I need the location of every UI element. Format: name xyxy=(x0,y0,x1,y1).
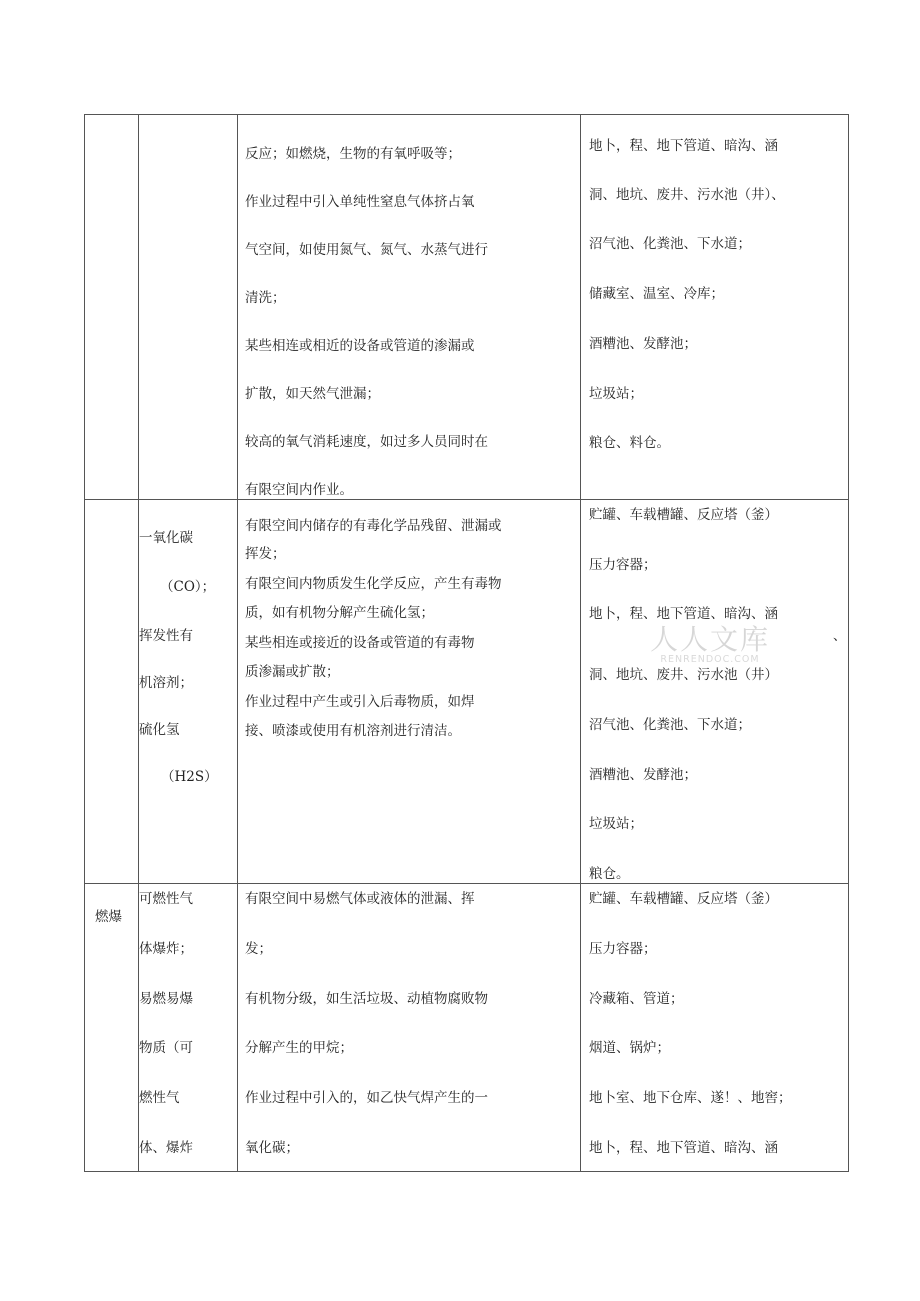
cell-line: 某些相连或相近的设备或管道的渗漏或 xyxy=(245,338,475,354)
cell-line: 贮罐、车载槽罐、反应塔（釜） xyxy=(589,507,778,523)
cell-line: 质，如有机物分解产生硫化氢； xyxy=(245,605,434,621)
cell-line: 硫化氢 xyxy=(139,722,180,738)
cell-line: 有机物分级，如生活垃圾、动植物腐败物 xyxy=(245,991,488,1007)
cell-line: 有限空间中易燃气体或液体的泄漏、挥 xyxy=(245,891,475,907)
cell-line: 某些相连或接近的设备或管道的有毒物 xyxy=(245,635,475,651)
category-label: 燃爆 xyxy=(95,909,122,925)
cell-line: 作业过程中引入的，如乙快气焊产生的一 xyxy=(245,1090,488,1106)
cell-line: 酒糟池、发酵池； xyxy=(589,767,697,783)
cell-line: 洞、地坑、废井、污水池（井） xyxy=(589,667,778,683)
cell-line: 物质（可 xyxy=(139,1040,193,1056)
cell-line: 氧化碳； xyxy=(245,1140,299,1156)
cell-line: 沼气池、化粪池、下水道； xyxy=(589,236,751,252)
cell-line: 体、爆炸 xyxy=(139,1140,193,1156)
cell-line: 冷藏箱、管道； xyxy=(589,991,684,1007)
watermark-logo xyxy=(645,618,775,665)
cell-line: 有限空间内储存的有毒化学品残留、泄漏或 xyxy=(245,518,502,534)
cell-line: 压力容器； xyxy=(589,941,657,957)
column-divider xyxy=(237,114,238,1172)
cell-line: 垃圾站； xyxy=(589,386,643,402)
stray-punctuation: 、 xyxy=(833,629,847,644)
cell-line: 机溶剂； xyxy=(139,675,193,691)
cell-line: （H2S） xyxy=(161,769,218,785)
cell-line: 易燃易爆 xyxy=(139,991,193,1007)
watermark-text: 人人文库 xyxy=(649,623,770,656)
cell-line: 酒糟池、发酵池； xyxy=(589,336,697,352)
column-divider xyxy=(580,114,581,1172)
cell-line: 发； xyxy=(245,941,272,957)
cell-line: 有限空间内物质发生化学反应，产生有毒物 xyxy=(245,576,502,592)
cell-line: 有限空间内作业。 xyxy=(245,482,353,498)
cell-line: 压力容器； xyxy=(589,557,657,573)
cell-line: 燃性气 xyxy=(139,1090,180,1106)
cell-line: 贮罐、车载槽罐、反应塔（釜） xyxy=(589,891,778,907)
cell-line: 地卜，程、地下管道、暗沟、涵 xyxy=(589,138,778,154)
cell-line: 扩散，如天然气泄漏； xyxy=(245,386,380,402)
watermark-url: RENRENDOC.COM xyxy=(660,654,760,665)
cell-line: 沼气池、化粪池、下水道； xyxy=(589,717,751,733)
cell-line: 洞、地坑、废井、污水池（井）、 xyxy=(589,187,785,203)
cell-line: 地卜，程、地下管道、暗沟、涵 xyxy=(589,606,778,622)
cell-line: 储藏室、温室、冷库； xyxy=(589,286,724,302)
cell-line: 可燃性气 xyxy=(139,891,193,907)
cell-line: 粮仓、料仓。 xyxy=(589,435,670,451)
cell-line: 清洗； xyxy=(245,290,286,306)
cell-line: 分解产生的甲烷； xyxy=(245,1040,353,1056)
cell-line: 挥发性有 xyxy=(139,628,193,644)
cell-line: 气空间，如使用氮气、氮气、水蒸气进行 xyxy=(245,242,488,258)
cell-line: 作业过程中产生或引入后毒物质，如焊 xyxy=(245,694,475,710)
cell-line: 垃圾站； xyxy=(589,816,643,832)
cell-line: 地卜室、地下仓库、遂！、地窖； xyxy=(589,1090,792,1106)
cell-line: 体爆炸； xyxy=(139,941,193,957)
cell-line: 地卜，程、地下管道、暗沟、涵 xyxy=(589,1140,778,1156)
cell-line: （CO）； xyxy=(160,579,216,595)
row-divider xyxy=(84,499,849,500)
cell-line: 挥发； xyxy=(245,546,286,562)
cell-line: 较高的氧气消耗速度，如过多人员同时在 xyxy=(245,434,488,450)
cell-line: 反应；如燃烧，生物的有氧呼吸等； xyxy=(245,146,461,162)
cell-line: 质渗漏或扩散； xyxy=(245,664,340,680)
cell-line: 接、喷漆或使用有机溶剂进行清洁。 xyxy=(245,723,461,739)
cell-line: 烟道、锅炉； xyxy=(589,1040,670,1056)
cell-line: 一氧化碳 xyxy=(139,530,193,546)
cell-line: 粮仓。 xyxy=(589,866,630,882)
cell-line: 作业过程中引入单纯性窒息气体挤占氧 xyxy=(245,194,475,210)
row-divider xyxy=(84,883,849,884)
